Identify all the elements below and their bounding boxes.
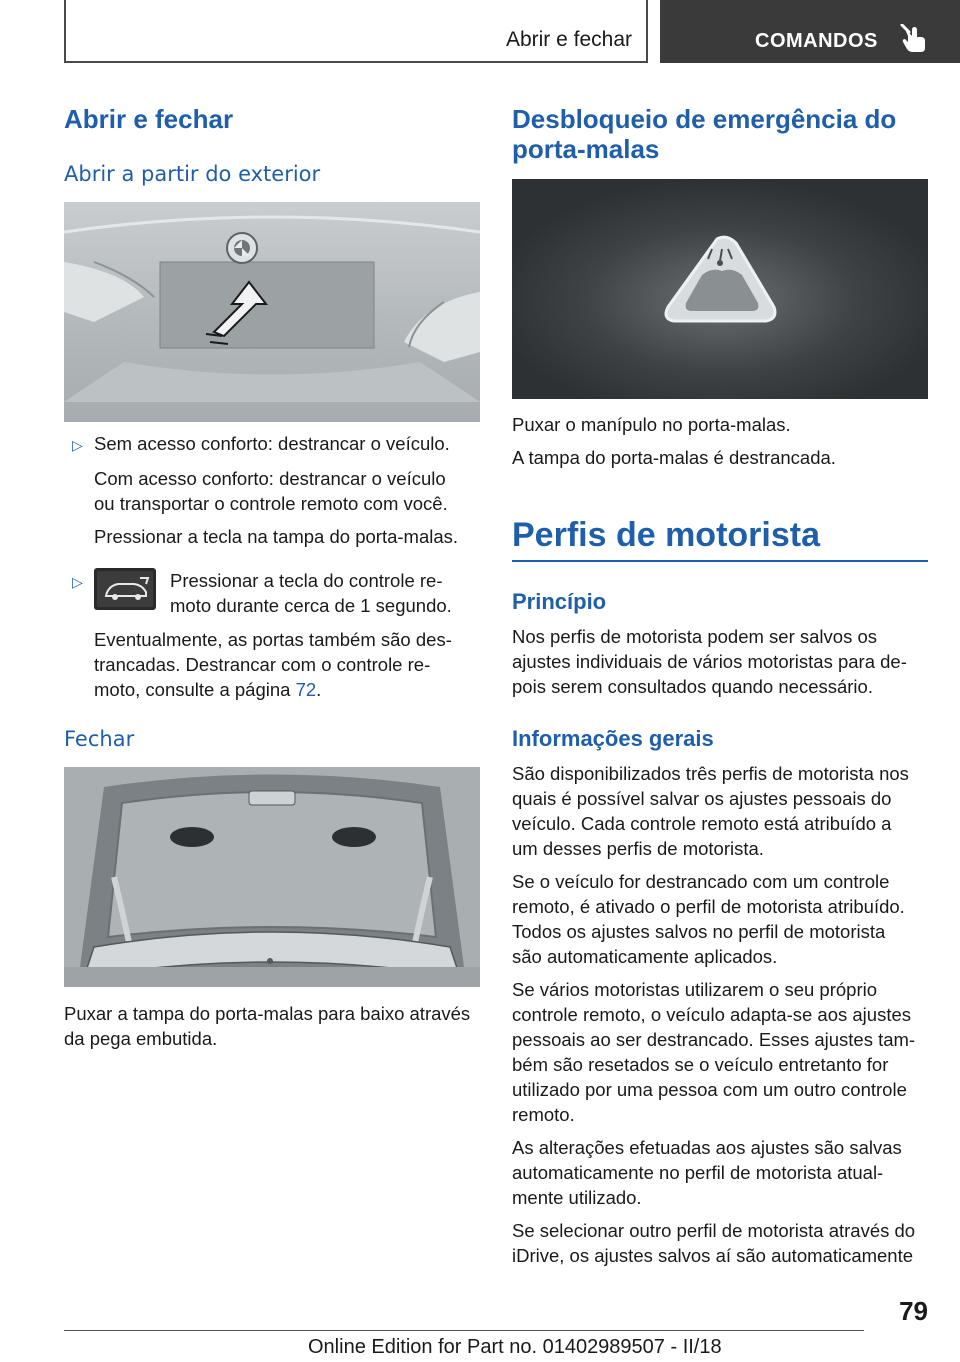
subsection-title-exterior: Abrir a partir do exterior xyxy=(64,162,321,186)
text-line: ajustes individuais de vários motoristas para de- xyxy=(512,651,907,672)
heading-rule xyxy=(512,560,928,562)
text-line: automaticamente no perfil de motorista atual- xyxy=(512,1162,884,1183)
text-line: Puxar a tampa do porta-malas para baixo através xyxy=(64,1003,471,1024)
text-line xyxy=(94,677,321,703)
bullet-marker: ▷ xyxy=(72,437,83,453)
trunk-exterior-illustration xyxy=(64,202,480,422)
text-line: São disponibilizados três perfis de motorista nos xyxy=(512,763,909,784)
text-line: Sem acesso conforto: destrancar o veículo. xyxy=(94,433,450,454)
text-line: são automaticamente aplicados. xyxy=(512,946,778,967)
chapter-heading-perfis: Perfis de motorista xyxy=(512,516,820,554)
text-line: controle remoto, o veículo adapta-se aos ajustes xyxy=(512,1004,912,1025)
text-line: mente utilizado. xyxy=(512,1187,642,1208)
text-line: ou transportar o controle remoto com você. xyxy=(94,493,448,514)
text-line: veículo. Cada controle remoto está atribuído a xyxy=(512,813,892,834)
text-line: um desses perfis de motorista. xyxy=(512,838,764,859)
subsection-title-principio: Princípio xyxy=(512,589,607,614)
section-title-desbloqueio-line2: porta-malas xyxy=(512,134,660,164)
chapter-tab-label: COMANDOS xyxy=(755,30,878,52)
text-line: Pressionar a tecla do controle re- xyxy=(170,570,443,591)
footer-rule xyxy=(64,1330,864,1331)
text-fragment: moto, consulte a página xyxy=(94,679,296,700)
bullet-marker: ▷ xyxy=(72,574,83,590)
page-reference-link[interactable]: 72 xyxy=(295,679,317,700)
chapter-tab[interactable] xyxy=(660,0,960,63)
section-title-abrir-fechar: Abrir e fechar xyxy=(64,104,234,134)
text-line: iDrive, os ajustes salvos aí são automaticamente xyxy=(512,1245,914,1266)
subsection-title-informacoes: Informações gerais xyxy=(512,726,714,751)
text-line: remoto, é ativado o perfil de motorista atribuído. xyxy=(512,896,905,917)
emergency-release-handle-illustration xyxy=(512,179,928,399)
text-line: Se selecionar outro perfil de motorista através do xyxy=(512,1220,916,1241)
text-line: pessoais ao ser destrancado. Esses ajustes tam- xyxy=(512,1029,916,1050)
text-line: Se vários motoristas utilizarem o seu próprio xyxy=(512,979,878,1000)
trunk-lid-interior-illustration xyxy=(64,767,480,987)
text-line: pois serem consultados quando necessário. xyxy=(512,676,873,697)
text-line: As alterações efetuadas aos ajustes são salvas xyxy=(512,1137,902,1158)
text-line: da pega embutida. xyxy=(64,1028,218,1049)
text-line: Nos perfis de motorista podem ser salvos os xyxy=(512,626,878,647)
text-line: A tampa do porta-malas é destrancada. xyxy=(512,447,836,468)
text-line: bém são resetados se o veículo entretanto for xyxy=(512,1054,889,1075)
header-section-title: Abrir e fechar xyxy=(505,28,632,51)
text-line: Todos os ajustes salvos no perfil de motorista xyxy=(512,921,886,942)
subsection-title-fechar: Fechar xyxy=(64,727,135,751)
text-line: Com acesso conforto: destrancar o veículo xyxy=(94,468,446,489)
text-line: quais é possível salvar os ajustes pessoais do xyxy=(512,788,892,809)
text-line: utilizado por uma pessoa com um outro controle xyxy=(512,1079,907,1100)
text-line: Pressionar a tecla na tampa do porta-malas. xyxy=(94,526,459,547)
trunk-remote-button-icon xyxy=(94,568,156,610)
text-line: Se o veículo for destrancado com um controle xyxy=(512,871,890,892)
hand-pointer-icon xyxy=(900,24,928,54)
text-line: Eventualmente, as portas também são des- xyxy=(94,629,452,650)
page-number: 79 xyxy=(899,1296,928,1326)
text-fragment: . xyxy=(316,679,322,700)
section-title-desbloqueio-line1: Desbloqueio de emergência do xyxy=(512,104,897,134)
footer-edition: Online Edition for Part no. 01402989507 - II/18 xyxy=(308,1336,722,1358)
text-line: Puxar o manípulo no porta-malas. xyxy=(512,414,791,435)
text-line: trancadas. Destrancar com o controle re- xyxy=(94,654,431,675)
text-line: moto durante cerca de 1 segundo. xyxy=(170,595,452,616)
text-line: remoto. xyxy=(512,1104,575,1125)
